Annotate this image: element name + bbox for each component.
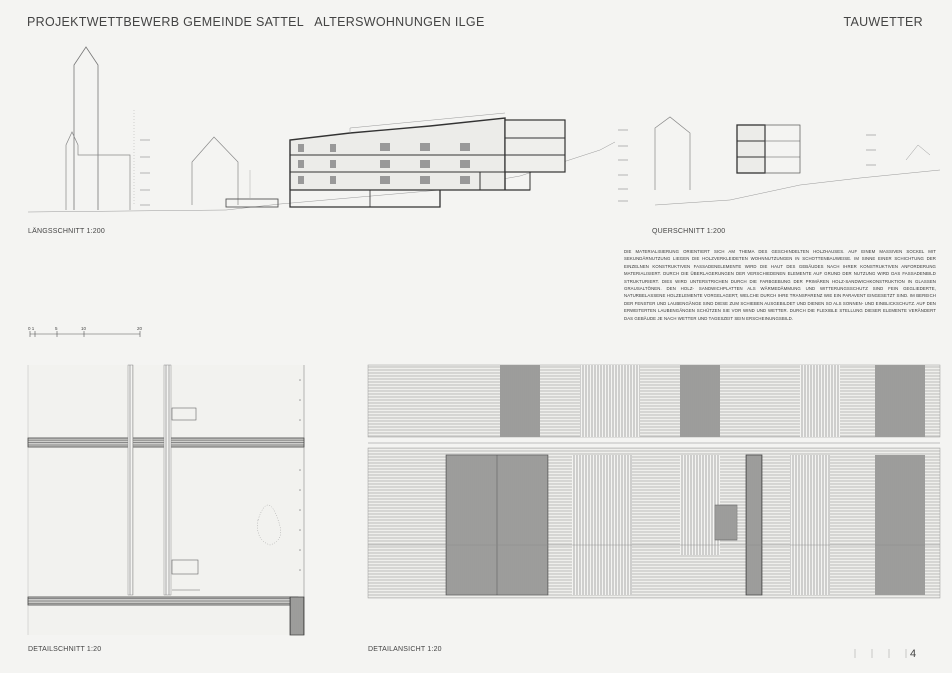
caption-detailansicht: DETAILANSICHT 1:20 [368, 646, 442, 653]
scale-label-20: 20 [137, 326, 143, 331]
scale-label-5: 5 [55, 326, 58, 331]
materialisation-description: DIE MATERIALISIERUNG ORIENTIERT SICH AM THEMA DES GESCHINDELTEN HOLZHAUSES. AUF EINEM MASSIVEN SOCKEL MIT SEKUNDÄRNUTZUNG LIEGEN DIE HOLZVERKLEIDETEN WOHNNUTZUNGEN IN SCHOTTENBAUWEISE. IM SINNE EINER SCHICHTUNG DER EINZELNEN KONSTRUKTIVEN FASSADENELEMENTE WIRD DIE HAUT DES GEBÄUDES NACH IHRER KONSTRUKTIVEN ANFORDERUNG MATERIALISIERT. DURCH DIE ÜBERLAGERUNGEN DER VERSCHIEDENEN ELEMENTE AUF GRUND DER NUTZUNG WIRD DAS FASSADENBILD STRUKTURIERT. DIES WIRD UNTERSTRICHEN DURCH DIE FARBGEBUNG DER PRIMÄREN HOLZ-SANDWICHKONSTRUKTION IN GLASSEN GRAUSALTÖNEN. DEN HOLZ- SANDWICHPLATTEN ALS WÄRMEDÄMMUNG UND WITTERUNGSSCHUTZ SIND FEIN GEGLIEDERTE, NATURBELASSENE HOLZELEMENTE VORGELAGERT, WELCHE DURCH IHRE TRANSPARENZ WIE EIN PARAVENT EINGESETZT SIND. IM BEREICH DER FENSTER UND LAUBENGÄNGE SIND DIESE ZUM SCHIEBEN AUSGEBILDET UND DIENEN SO ALS SONNEN- UND EINBLICKSCHUTZ. AUF DEN ERWEITERTEN LAUBENGÄNGEN SCHÜTZEN SIE VOR WIND UND WETTER. DURCH DIE FLEXIBLE STELLUNG DIESER ELEMENTE VERÄNDERT DAS GEBÄUDE JE NACH WETTER UND TAGESZEIT SEIN ERSCHEINUNGSBILD. [624, 249, 936, 321]
caption-querschnitt: QUERSCHNITT 1:200 [652, 228, 726, 235]
page-marks [855, 649, 906, 658]
laengsschnitt-drawing [28, 47, 628, 212]
detailschnitt-drawing [28, 365, 304, 635]
scale-bar [30, 331, 140, 337]
scale-label-10: 10 [81, 326, 87, 331]
page-number: 4 [910, 648, 917, 660]
querschnitt-drawing [655, 117, 940, 205]
detailansicht-drawing [368, 365, 940, 598]
caption-detailschnitt: DETAILSCHNITT 1:20 [28, 646, 102, 653]
project-name: TAUWETTER [843, 15, 923, 29]
scale-label-0: 0 1 [28, 326, 35, 331]
document-title: PROJEKTWETTBEWERB GEMEINDE SATTEL ALTERSWOHNUNGEN ILGE [27, 15, 485, 29]
caption-laengsschnitt: LÄNGSSCHNITT 1:200 [28, 228, 105, 235]
